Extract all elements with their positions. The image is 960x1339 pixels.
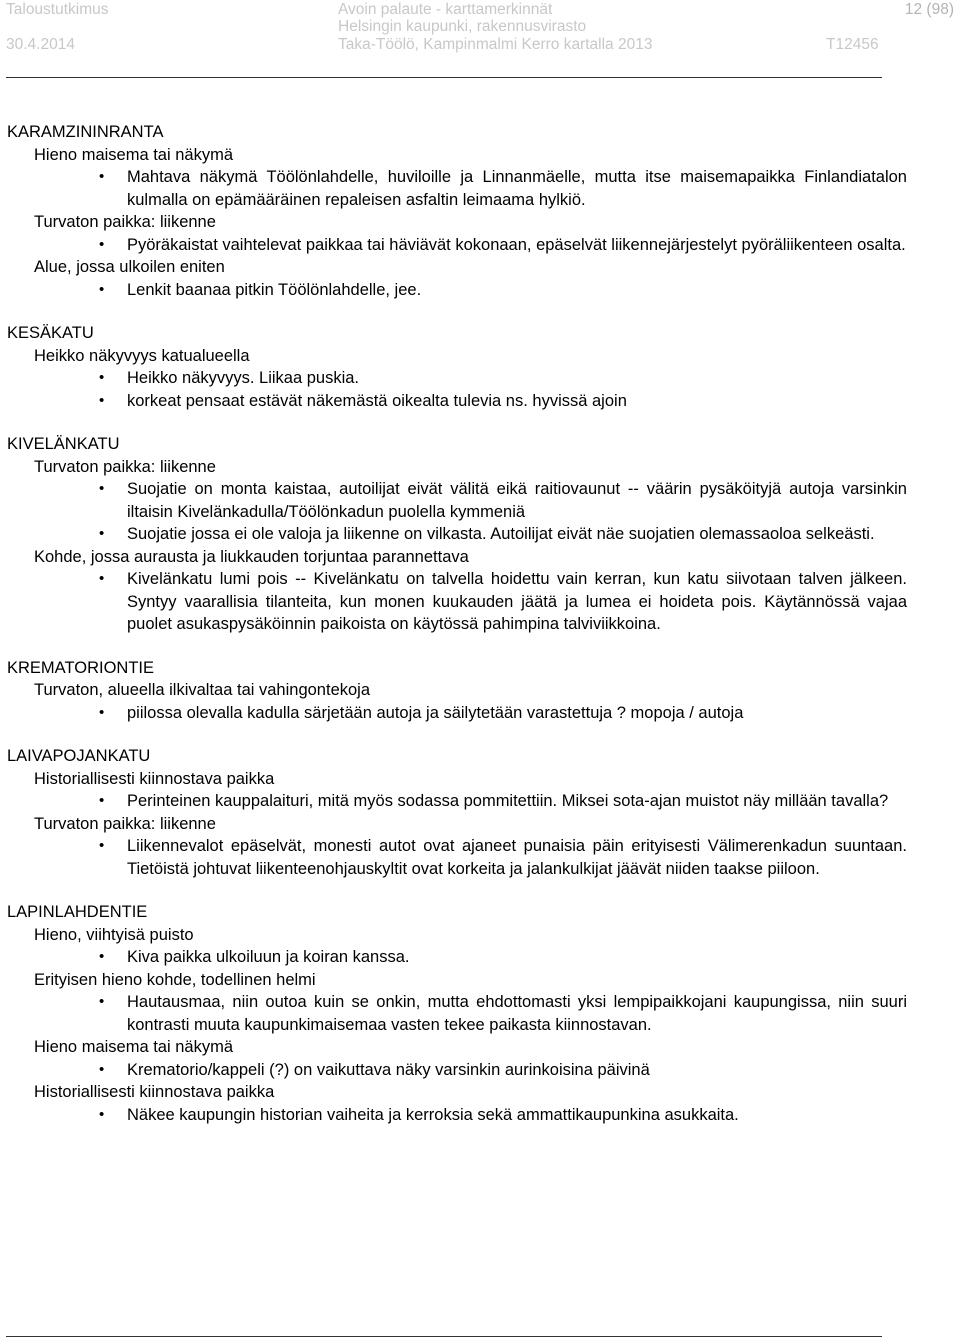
- client-name: Helsingin kaupunki, rakennusvirasto: [338, 18, 587, 35]
- place-section: [0, 901, 960, 1126]
- comment-list: [0, 166, 960, 211]
- comment-item: • Hautausmaa, niin outoa kuin se onkin, mutta ehdottomasti yksi lempipaikkojani kaupungissa, niin suuri kontrasti muuta kaupunkimaisemaa vasten tekee paikasta kiinnostavan.: [0, 991, 907, 1036]
- place-section: [0, 745, 960, 880]
- place-section: [0, 657, 960, 725]
- comment-list: [0, 279, 960, 302]
- page-header: [0, 0, 960, 80]
- place-heading: KIVELÄNKATU: [7, 435, 120, 453]
- place-heading: KESÄKATU: [7, 324, 94, 342]
- place-heading: KREMATORIONTIE: [7, 658, 154, 677]
- comment-list: [0, 478, 960, 546]
- place-section: [0, 121, 960, 301]
- place-heading: KARAMZININRANTA: [7, 123, 164, 141]
- category-heading: Erityisen hieno kohde, todellinen helmi: [34, 970, 316, 989]
- comment-list: [0, 1059, 960, 1082]
- comment-list: [0, 1104, 960, 1127]
- category-heading: Hieno, viihtyisä puisto: [34, 925, 194, 944]
- category-heading: Heikko näkyvyys katualueella: [34, 346, 250, 365]
- place-heading: LAPINLAHDENTIE: [7, 903, 148, 921]
- category-heading: Turvaton paikka: liikenne: [34, 213, 216, 231]
- category-heading: Turvaton paikka: liikenne: [34, 814, 216, 833]
- project-code: T12456: [826, 36, 879, 53]
- category-heading: Alue, jossa ulkoilen eniten: [34, 258, 225, 276]
- comment-list: [0, 991, 960, 1036]
- comment-list: [0, 702, 960, 725]
- comment-item: • Näkee kaupungin historian vaiheita ja kerroksia sekä ammattikaupunkina asukkaita.: [0, 1104, 907, 1127]
- comment-list: [0, 790, 960, 813]
- comment-list: [0, 234, 960, 257]
- comment-item: • Suojatie on monta kaistaa, autoilijat eivät välitä eikä raitiovaunut -- väärin pysäköityjä autoja varsinkin iltaisin Kivelänkadulla/Töölönkadun puolella kymmeniä: [0, 478, 907, 523]
- comment-item: • Krematorio/kappeli (?) on vaikuttava näky varsinkin aurinkoisina päivinä: [0, 1059, 907, 1082]
- comment-item: • Kivelänkatu lumi pois -- Kivelänkatu on talvella hoidettu vain kerran, kun katu siivotaan talven jälkeen. Syntyy vaarallisia tilanteita, kun monen kuukauden jäätä ja lumea ei hoideta pois. Käytännössä vajaa puolet asukaspysäköinnin paikoista on käytössä pahimpina talviviikkoina.: [0, 568, 907, 636]
- category-heading: Historiallisesti kiinnostava paikka: [34, 1083, 275, 1101]
- place-section: [0, 322, 960, 412]
- comment-item: • Pyöräkaistat vaihtelevat paikkaa tai häviävät kokonaan, epäselvät liikennejärjestelyt pyöräliikenteen osalta.: [0, 234, 907, 257]
- comment-item: • Lenkit baanaa pitkin Töölönlahdelle, jee.: [0, 279, 907, 302]
- category-heading: Hieno maisema tai näkymä: [34, 145, 233, 164]
- comment-item: • piilossa olevalla kadulla särjetään autoja ja säilytetään varastettuja ? mopoja / autoja: [0, 702, 907, 725]
- page-number: 12 (98): [904, 1, 954, 18]
- comment-item: • Perinteinen kauppalaituri, mitä myös sodassa pommitettiin. Miksei sota-ajan muistot näy millään tavalla?: [0, 790, 907, 813]
- report-date: 30.4.2014: [6, 36, 75, 53]
- category-heading: Hieno maisema tai näkymä: [34, 1038, 233, 1056]
- place-section: [0, 433, 960, 636]
- comment-item: • Heikko näkyvyys. Liikaa puskia.: [0, 367, 907, 390]
- header-divider: [6, 77, 882, 78]
- report-title: Avoin palaute - karttamerkinnät: [338, 1, 553, 18]
- comment-item: • Suojatie jossa ei ole valoja ja liikenne on vilkasta. Autoilijat eivät näe suojatien olemassaoloa selkeästi.: [0, 523, 907, 546]
- footer-divider: [6, 1336, 882, 1337]
- document-body: [0, 121, 960, 1126]
- comment-item: • Mahtava näkymä Töölönlahdelle, huviloille ja Linnanmäelle, mutta itse maisemapaikka Finlandiatalon kulmalla on epämääräinen repaleisen asfaltin leimaama hylkiö.: [0, 166, 907, 211]
- place-heading: LAIVAPOJANKATU: [7, 747, 151, 765]
- comment-item: • korkeat pensaat estävät näkemästä oikealta tulevia ns. hyvissä ajoin: [0, 390, 907, 413]
- comment-list: [0, 835, 960, 880]
- comment-list: [0, 568, 960, 636]
- comment-item: • Liikennevalot epäselvät, monesti autot ovat ajaneet punaisia päin erityisesti Välimerenkadun suuntaan. Tietöistä johtuvat liikenteenohjauskyltit ovat korkeita ja jalankulkijat jäävät niiden taakse piiloon.: [0, 835, 907, 880]
- comment-list: [0, 367, 960, 412]
- category-heading: Turvaton, alueella ilkivaltaa tai vahingontekoja: [34, 681, 371, 699]
- survey-name: Taka-Töölö, Kampinmalmi Kerro kartalla 2013: [338, 36, 653, 53]
- comment-list: [0, 946, 960, 969]
- category-heading: Kohde, jossa aurausta ja liukkauden torjuntaa parannettava: [34, 547, 469, 566]
- category-heading: Historiallisesti kiinnostava paikka: [34, 769, 275, 788]
- company-name: Taloustutkimus: [6, 1, 109, 18]
- comment-item: • Kiva paikka ulkoiluun ja koiran kanssa.: [0, 946, 907, 969]
- category-heading: Turvaton paikka: liikenne: [34, 457, 216, 476]
